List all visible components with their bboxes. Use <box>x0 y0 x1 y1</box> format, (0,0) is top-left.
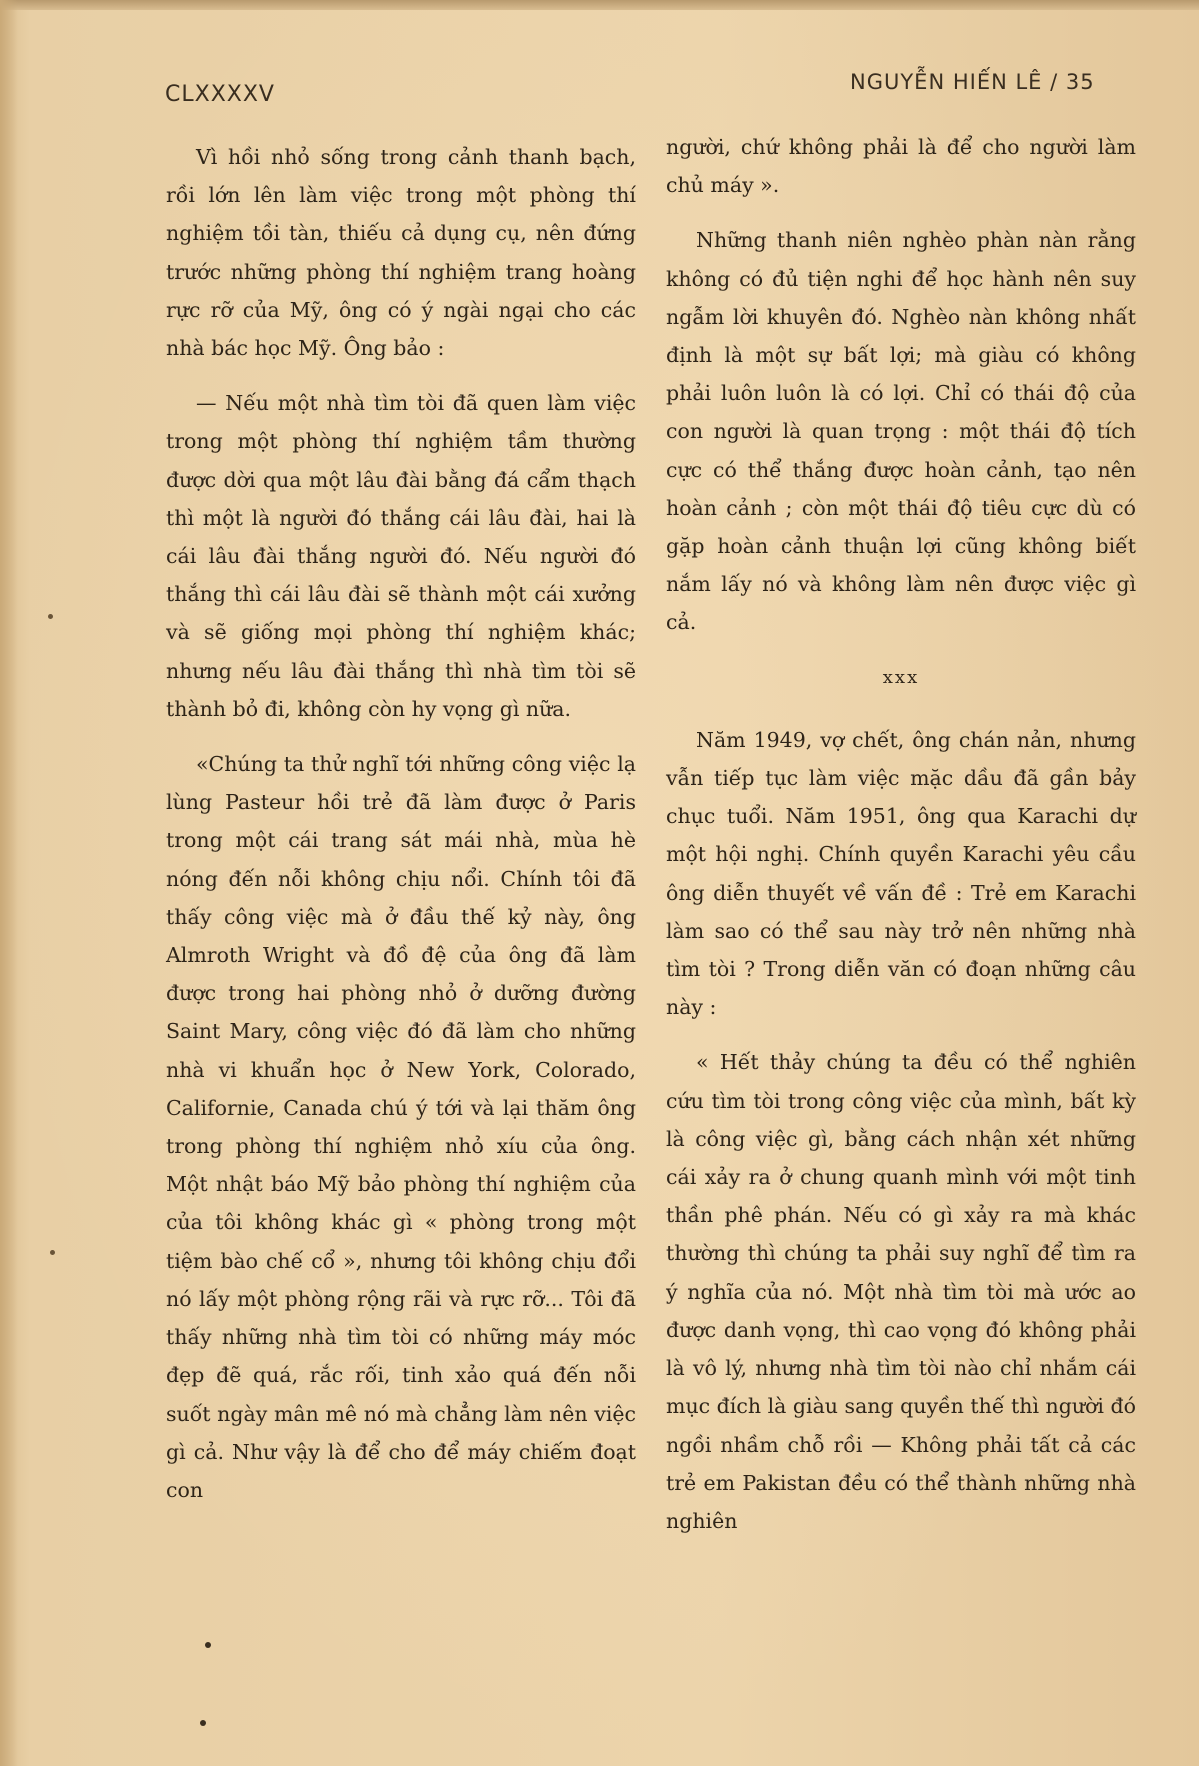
page-header-left: CLXXXXV <box>165 82 275 107</box>
ink-speck <box>205 1642 211 1648</box>
ink-speck <box>48 614 53 619</box>
ink-speck <box>200 1720 206 1726</box>
left-column <box>166 138 636 1526</box>
paragraph: Năm 1949, vợ chết, ông chán nản, nhưng vẫn tiếp tục làm việc mặc dầu đã gần bảy chục tuổi. Năm 1951, ông qua Karachi dự một hội nghị. Chính quyền Karachi yêu cầu ông diễn thuyết về vấn đề : Trẻ em Karachi làm sao có thể sau này trở nên những nhà tìm tòi ? Trong diễn văn có đoạn những câu này : <box>666 727 1136 1020</box>
ink-speck <box>50 1250 55 1255</box>
paragraph: «Chúng ta thử nghĩ tới những công việc lạ lùng Pasteur hồi trẻ đã làm được ở Paris trong một cái trang sát mái nhà, mùa hè nóng đến nỗi không chịu nổi. Chính tôi đã thấy công việc mà ở đầu thế kỷ này, ông Almroth Wright và đồ đệ của ông đã làm được trong hai phòng nhỏ ở dưỡng đường Saint Mary, công việc đó đã làm cho những nhà vi khuẩn học ở New York, Colorado, Californie, Canada chú ý tới và lại thăm ông trong phòng thí nghiệm nhỏ xíu của ông. Một nhật báo Mỹ bảo phòng thí nghiệm của của tôi không khác gì « phòng trong một tiệm bào chế cổ », nhưng tôi không chịu đổi nó lấy một phòng rộng rãi và rực rỡ... Tôi đã thấy những nhà tìm tòi có những máy móc đẹp đẽ quá, rắc rối, tinh xảo quá đến nỗi suốt ngày mân mê nó mà chẳng làm nên việc gì cả. Như vậy là để cho để máy chiếm đoạt con <box>166 752 636 1502</box>
section-separator: xxx <box>882 666 920 688</box>
paragraph: Vì hồi nhỏ sống trong cảnh thanh bạch, rồi lớn lên làm việc trong một phòng thí nghiệm tồi tàn, thiếu cả dụng cụ, nên đứng trước những phòng thí nghiệm trang hoàng rực rỡ của Mỹ, ông có ý ngài ngại cho các nhà bác học Mỹ. Ông bảo : <box>166 145 636 361</box>
paragraph: « Hết thảy chúng ta đều có thể nghiên cứu tìm tòi trong công việc của mình, bất kỳ là công việc gì, bằng cách nhận xét những cái xảy ra ở chung quanh mình với một tinh thần phê phán. Nếu có gì xảy ra mà khác thường thì chúng ta phải suy nghĩ để tìm ra ý nghĩa của nó. Một nhà tìm tòi mà ước ao được danh vọng, thì cao vọng đó không phải là vô lý, nhưng nhà tìm tòi nào chỉ nhắm cái mục đích là giàu sang quyền thế thì người đó ngồi nhầm chỗ rồi — Không phải tất cả các trẻ em Pakistan đều có thể thành những nhà nghiên <box>666 1050 1136 1533</box>
paragraph: — Nếu một nhà tìm tòi đã quen làm việc trong một phòng thí nghiệm tầm thường được dời qua một lâu đài bằng đá cẩm thạch thì một là người đó thắng cái lâu đài, hai là cái lâu đài thắng người đó. Nếu người đó thắng thì cái lâu đài sẽ thành một cái xưởng và sẽ giống mọi phòng thí nghiệm khác; nhưng nếu lâu đài thắng thì nhà tìm tòi sẽ thành bỏ đi, không còn hy vọng gì nữa. <box>166 391 636 721</box>
right-column <box>666 128 1136 1557</box>
page-header-right: NGUYỄN HIẾN LÊ / 35 <box>850 70 1095 94</box>
page-binding-edge <box>0 0 18 1766</box>
paragraph: Những thanh niên nghèo phàn nàn rằng không có đủ tiện nghi để học hành nên suy ngẫm lời khuyên đó. Nghèo nàn không nhất định là một sự bất lợi; mà giàu có không phải luôn luôn là có lợi. Chỉ có thái độ của con người là quan trọng : một thái độ tích cực có thể thắng được hoàn cảnh, tạo nên hoàn cảnh ; còn một thái độ tiêu cực dù có gặp hoàn cảnh thuận lợi cũng không biết nắm lấy nó và không làm nên được việc gì cả. <box>666 228 1136 635</box>
page-top-edge <box>0 0 1199 10</box>
paragraph: người, chứ không phải là để cho người làm chủ máy ». <box>666 135 1136 198</box>
